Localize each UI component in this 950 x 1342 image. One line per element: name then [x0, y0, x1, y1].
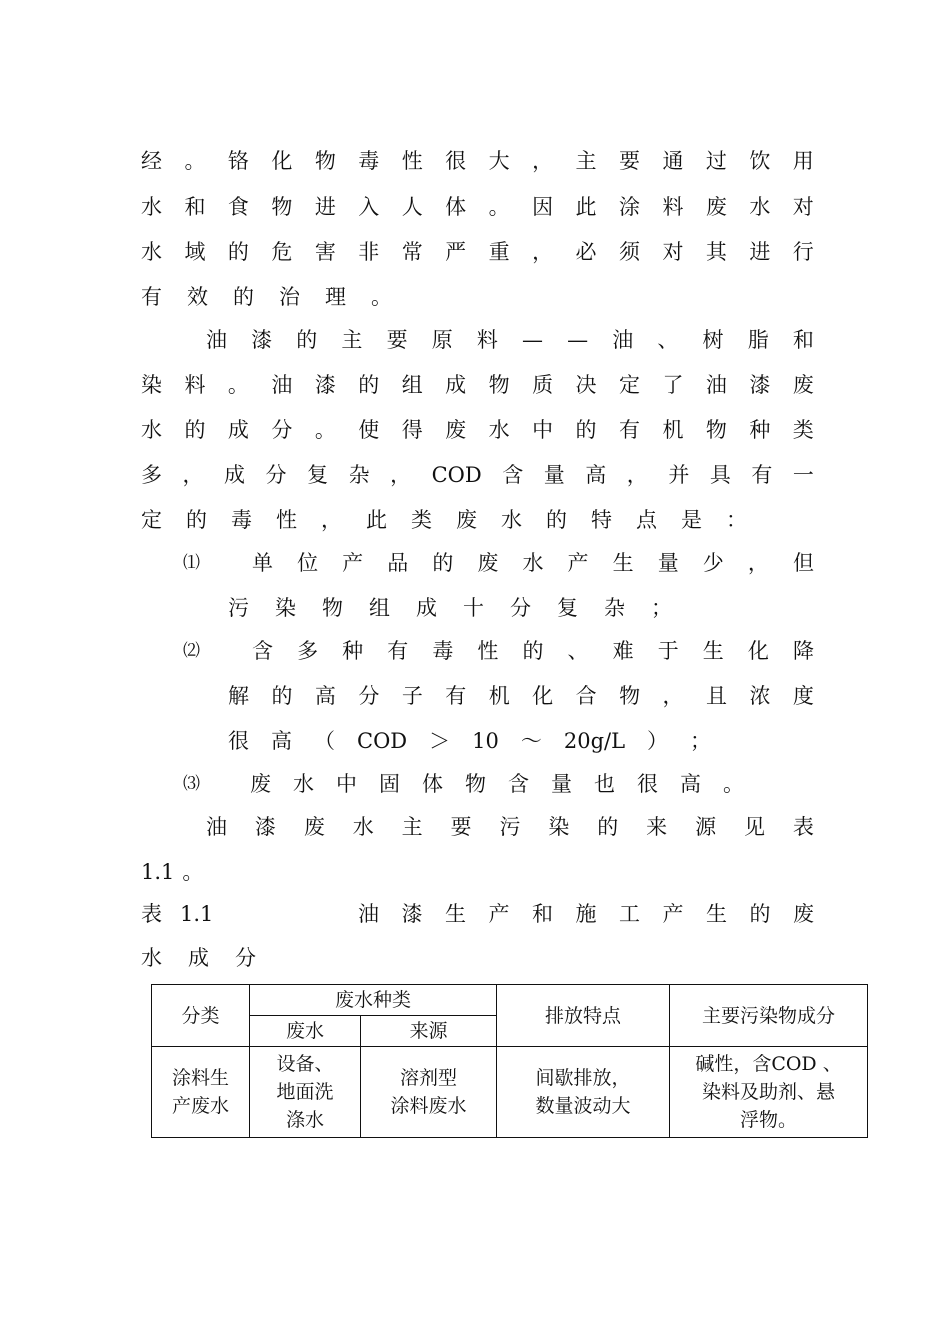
glyph: 废: [792, 373, 814, 397]
glyph: 高: [271, 729, 292, 753]
glyph: 要: [450, 815, 472, 839]
glyph: 质: [532, 373, 554, 397]
glyph: 效: [187, 285, 208, 309]
glyph: 饮: [749, 149, 771, 173]
glyph: 和: [184, 195, 206, 219]
glyph: 是: [681, 508, 702, 532]
glyph: 体: [422, 772, 443, 796]
glyph: 类: [411, 508, 432, 532]
text-line: [141, 857, 203, 887]
glyph: 人: [401, 195, 423, 219]
glyph: ～: [520, 729, 542, 753]
glyph: 杂: [604, 596, 625, 620]
glyph: 主: [575, 149, 597, 173]
cell-source: 溶剂型 涂料废水: [361, 1047, 497, 1138]
glyph: 的: [227, 240, 249, 264]
glyph: 的: [597, 815, 619, 839]
glyph: 非: [358, 240, 380, 264]
glyph: 有: [618, 418, 640, 442]
text-line: [141, 370, 814, 400]
glyph: 污: [499, 815, 521, 839]
glyph: 有: [445, 684, 467, 708]
glyph: 分: [271, 418, 293, 442]
glyph: COD: [431, 463, 482, 487]
glyph: 决: [575, 373, 597, 397]
glyph: 了: [662, 373, 684, 397]
glyph: 量: [543, 463, 565, 487]
glyph: 水: [522, 551, 544, 575]
glyph: 染: [141, 373, 162, 397]
glyph: ，: [662, 684, 684, 708]
text-line: [141, 460, 814, 490]
glyph: 。: [227, 373, 249, 397]
glyph: 水: [352, 815, 374, 839]
header-wastewater: 废水: [250, 1016, 361, 1047]
glyph: 很: [228, 729, 249, 753]
glyph: 得: [401, 418, 423, 442]
list-line: [228, 726, 711, 756]
glyph: 其: [705, 240, 727, 264]
glyph: 生: [612, 551, 634, 575]
glyph: 分: [510, 596, 531, 620]
glyph: 的: [296, 328, 318, 352]
glyph: 的: [575, 418, 597, 442]
glyph: 且: [705, 684, 727, 708]
list-line: [228, 681, 814, 711]
glyph: 产: [662, 902, 684, 926]
glyph: 施: [575, 902, 597, 926]
glyph: 分: [265, 463, 287, 487]
glyph: 废: [303, 815, 325, 839]
glyph: 组: [369, 596, 390, 620]
glyph: 。: [314, 418, 336, 442]
glyph: 要: [618, 149, 640, 173]
cell-pollutants: 碱性，含COD 、 染料及助剂、悬 浮物。: [670, 1047, 868, 1138]
glyph: 性: [276, 508, 297, 532]
glyph: 产: [488, 902, 510, 926]
glyph: 20g/L: [563, 729, 626, 753]
glyph: 1.1: [180, 902, 214, 926]
glyph: 中: [532, 418, 554, 442]
glyph: 含: [508, 772, 529, 796]
glyph: 对: [662, 240, 684, 264]
list-line: [252, 548, 814, 578]
list-marker: ⑵: [183, 641, 200, 661]
glyph: 害: [314, 240, 336, 264]
glyph: 分: [235, 946, 256, 970]
glyph: 位: [297, 551, 319, 575]
glyph: 须: [618, 240, 640, 264]
glyph: 料: [662, 195, 684, 219]
glyph: 复: [307, 463, 329, 487]
glyph: 浓: [749, 684, 771, 708]
glyph: ，: [182, 463, 204, 487]
header-pollutants: 主要污染物成分: [670, 985, 868, 1047]
cell-discharge: 间歇排放， 数量波动大: [497, 1047, 670, 1138]
glyph: 多: [297, 639, 319, 663]
list-marker: ⑶: [183, 774, 200, 794]
glyph: 物: [465, 772, 486, 796]
glyph: 性: [477, 639, 499, 663]
glyph: 通: [662, 149, 684, 173]
glyph: 物: [619, 684, 641, 708]
glyph: 的: [233, 285, 254, 309]
cell-category: 涂料生 产废水: [152, 1047, 250, 1138]
glyph: 降: [792, 639, 814, 663]
glyph: 废: [705, 195, 727, 219]
glyph: ；: [690, 729, 712, 753]
glyph: 、: [567, 639, 589, 663]
glyph: 漆: [314, 373, 336, 397]
glyph: 进: [749, 240, 771, 264]
glyph: 油: [612, 328, 634, 352]
glyph: 量: [657, 551, 679, 575]
glyph: 生: [706, 902, 727, 926]
glyph: 表: [141, 902, 162, 926]
glyph: 类: [792, 418, 814, 442]
glyph: 生: [445, 902, 466, 926]
glyph: 治: [279, 285, 300, 309]
glyph: ，: [321, 508, 342, 532]
glyph: 难: [612, 639, 634, 663]
glyph: 毒: [432, 639, 454, 663]
glyph: 理: [325, 285, 346, 309]
glyph: 一: [792, 463, 814, 487]
glyph: 重: [488, 240, 510, 264]
glyph: 。: [182, 860, 204, 884]
glyph: 分: [358, 684, 380, 708]
cell-wastewater: 设备、 地面洗 涤水: [250, 1047, 361, 1138]
glyph: 行: [792, 240, 814, 264]
glyph: 。: [371, 285, 392, 309]
glyph: ，: [532, 149, 554, 173]
glyph: 污: [228, 596, 249, 620]
glyph: 、: [657, 328, 679, 352]
glyph: 的: [358, 373, 380, 397]
glyph: 复: [557, 596, 578, 620]
glyph: 水: [141, 240, 162, 264]
text-line: [141, 415, 814, 445]
glyph: 严: [445, 240, 467, 264]
glyph: 用: [792, 149, 814, 173]
text-line: [206, 325, 814, 355]
glyph: 性: [401, 149, 423, 173]
glyph: 水: [293, 772, 314, 796]
glyph: 对: [792, 195, 814, 219]
glyph: （: [314, 729, 335, 753]
text-line: [141, 146, 814, 176]
glyph: 化: [532, 684, 554, 708]
glyph: 种: [749, 418, 771, 442]
glyph: 入: [358, 195, 380, 219]
glyph: 表: [792, 815, 814, 839]
header-category: 分类: [152, 985, 250, 1047]
glyph: 源: [695, 815, 717, 839]
glyph: 料: [476, 328, 498, 352]
glyph: ，: [390, 463, 412, 487]
glyph: —: [567, 328, 589, 352]
glyph: 成: [188, 946, 209, 970]
glyph: 漆: [749, 373, 771, 397]
glyph: 料: [184, 373, 206, 397]
glyph: 水: [501, 508, 522, 532]
glyph: —: [521, 328, 543, 352]
glyph: 来: [646, 815, 668, 839]
glyph: 经: [141, 149, 162, 173]
glyph: 和: [792, 328, 814, 352]
header-discharge: 排放特点: [497, 985, 670, 1047]
glyph: 子: [401, 684, 423, 708]
glyph: 成: [227, 418, 249, 442]
glyph: ，: [626, 463, 648, 487]
glyph: 危: [271, 240, 293, 264]
glyph: 主: [341, 328, 363, 352]
glyph: 成: [445, 373, 467, 397]
glyph: 废: [456, 508, 477, 532]
glyph: 因: [532, 195, 554, 219]
table-caption-title: [358, 899, 814, 929]
glyph: 有: [387, 639, 409, 663]
glyph: 很: [637, 772, 658, 796]
glyph: 高: [314, 684, 336, 708]
glyph: 杂: [348, 463, 370, 487]
glyph: 解: [228, 684, 249, 708]
glyph: 食: [227, 195, 249, 219]
glyph: 的: [749, 902, 771, 926]
glyph: 毒: [358, 149, 380, 173]
glyph: 水: [749, 195, 771, 219]
glyph: COD: [357, 729, 408, 753]
glyph: 具: [709, 463, 731, 487]
list-marker: ⑴: [183, 553, 200, 573]
glyph: 铬: [227, 149, 249, 173]
glyph: 废: [477, 551, 499, 575]
glyph: 染: [548, 815, 570, 839]
glyph: 主: [401, 815, 423, 839]
glyph: 度: [792, 684, 814, 708]
glyph: 废: [793, 902, 814, 926]
glyph: ）: [647, 729, 669, 753]
glyph: 少: [702, 551, 724, 575]
glyph: 水: [141, 418, 162, 442]
glyph: 10: [472, 729, 499, 753]
glyph: 废: [445, 418, 467, 442]
glyph: 。: [184, 149, 206, 173]
glyph: 树: [702, 328, 724, 352]
glyph: 单: [252, 551, 273, 575]
glyph: 毒: [231, 508, 252, 532]
glyph: 定: [141, 508, 162, 532]
glyph: 物: [314, 149, 336, 173]
glyph: 中: [336, 772, 357, 796]
text-line: [141, 505, 747, 535]
glyph: 点: [636, 508, 657, 532]
glyph: 化: [747, 639, 769, 663]
glyph: 的: [432, 551, 454, 575]
glyph: 的: [546, 508, 567, 532]
glyph: 但: [792, 551, 814, 575]
glyph: 。: [488, 195, 510, 219]
glyph: 见: [743, 815, 765, 839]
header-source: 来源: [361, 1016, 497, 1047]
glyph: 进: [314, 195, 336, 219]
glyph: 水: [141, 946, 162, 970]
glyph: 于: [657, 639, 679, 663]
glyph: 化: [271, 149, 293, 173]
glyph: 产: [342, 551, 364, 575]
glyph: 十: [463, 596, 484, 620]
glyph: 物: [322, 596, 343, 620]
glyph: 有: [141, 285, 162, 309]
glyph: 有: [751, 463, 773, 487]
glyph: 使: [358, 418, 380, 442]
text-line: [141, 282, 392, 312]
glyph: 漆: [251, 328, 273, 352]
glyph: 种: [342, 639, 364, 663]
glyph: 必: [575, 240, 597, 264]
glyph: 水: [141, 195, 162, 219]
glyph: 废: [250, 772, 271, 796]
table-caption-number: [141, 899, 213, 929]
glyph: 漆: [401, 902, 423, 926]
wastewater-table: [151, 984, 868, 1138]
glyph: 此: [366, 508, 387, 532]
glyph: 高: [680, 772, 701, 796]
glyph: 合: [575, 684, 597, 708]
glyph: 固: [379, 772, 400, 796]
glyph: 的: [271, 684, 293, 708]
glyph: 生: [702, 639, 724, 663]
glyph: ；: [651, 596, 672, 620]
glyph: 油: [358, 902, 379, 926]
glyph: 油: [206, 328, 227, 352]
glyph: 含: [252, 639, 273, 663]
list-line: [228, 593, 672, 623]
glyph: 的: [186, 508, 207, 532]
glyph: 特: [591, 508, 612, 532]
glyph: 域: [184, 240, 206, 264]
glyph: 工: [619, 902, 640, 926]
glyph: 成: [416, 596, 437, 620]
glyph: 的: [184, 418, 206, 442]
glyph: ，: [747, 551, 769, 575]
glyph: 1.1: [141, 860, 175, 884]
glyph: 和: [532, 902, 553, 926]
glyph: 染: [275, 596, 296, 620]
glyph: 常: [401, 240, 423, 264]
glyph: 组: [401, 373, 423, 397]
table-row: [152, 1047, 868, 1138]
glyph: 定: [618, 373, 640, 397]
glyph: 物: [271, 195, 293, 219]
header-wastewater-type: 废水种类: [250, 985, 497, 1016]
glyph: 也: [594, 772, 615, 796]
glyph: 涂: [618, 195, 640, 219]
glyph: 机: [488, 684, 510, 708]
text-line: [141, 192, 814, 222]
glyph: 要: [386, 328, 408, 352]
list-line: [252, 636, 814, 666]
glyph: ＞: [429, 729, 451, 753]
glyph: 物: [488, 373, 510, 397]
glyph: 大: [488, 149, 510, 173]
table-caption-title: [141, 943, 256, 973]
glyph: 此: [575, 195, 597, 219]
glyph: 高: [585, 463, 607, 487]
glyph: 体: [445, 195, 467, 219]
glyph: 很: [445, 149, 467, 173]
glyph: 过: [705, 149, 727, 173]
glyph: 。: [723, 772, 744, 796]
list-line: [250, 769, 744, 799]
glyph: 漆: [254, 815, 276, 839]
glyph: 水: [488, 418, 510, 442]
glyph: 脂: [747, 328, 769, 352]
glyph: 含: [502, 463, 524, 487]
glyph: 油: [705, 373, 727, 397]
glyph: 油: [271, 373, 293, 397]
glyph: 并: [668, 463, 690, 487]
glyph: 油: [206, 815, 227, 839]
glyph: 量: [551, 772, 572, 796]
glyph: 的: [522, 639, 544, 663]
glyph: 机: [662, 418, 684, 442]
glyph: 物: [705, 418, 727, 442]
text-line: [141, 237, 814, 267]
glyph: 成: [224, 463, 246, 487]
glyph: 品: [387, 551, 409, 575]
glyph: 原: [431, 328, 453, 352]
glyph: ：: [726, 508, 747, 532]
glyph: 多: [141, 463, 162, 487]
glyph: 产: [567, 551, 589, 575]
text-line: [206, 812, 814, 842]
glyph: ，: [532, 240, 554, 264]
